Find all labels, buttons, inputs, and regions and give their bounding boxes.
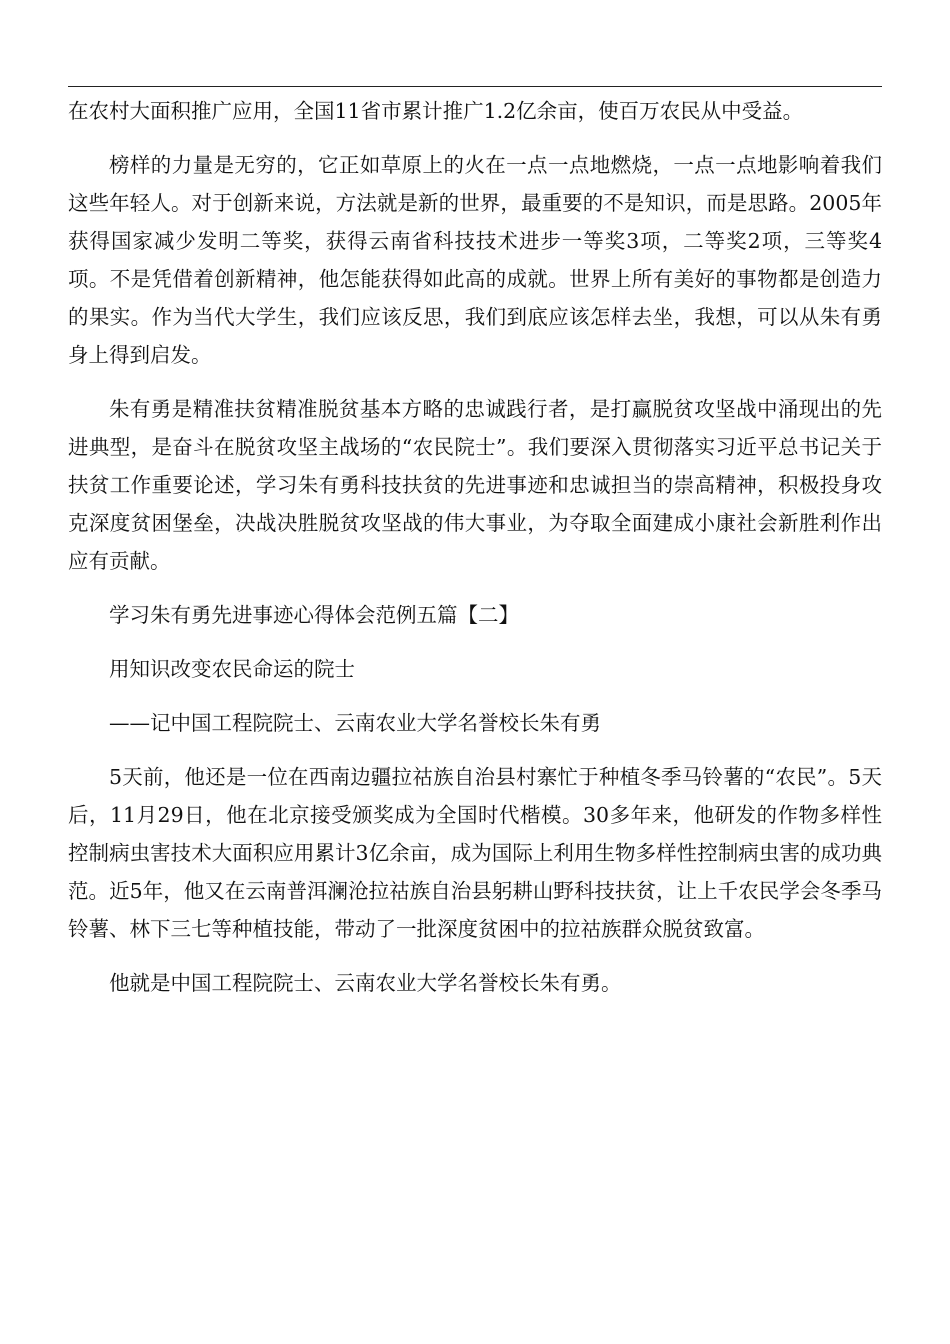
paragraph-role-model: 榜样的力量是无穷的，它正如草原上的火在一点一点地燃烧，一点一点地影响着我们这些年轻人。对于创新来说，方法就是新的世界，最重要的不是知识，而是思路。2005年获得国家减少发明二等奖，获得云南省科技技术进步一等奖3项，二等奖2项，三等奖4项。不是凭借着创新精神，他怎能获得如此高的成就。世界上所有美好的事物都是创造力的果实。作为当代大学生，我们应该反思，我们到底应该怎样去坐，我想，可以从朱有勇身上得到启发。: [68, 153, 882, 367]
header-rule: [68, 86, 882, 87]
document-body: [68, 92, 882, 1018]
paragraph-continuation: 在农村大面积推广应用，全国11省市累计推广1.2亿余亩，使百万农民从中受益。: [68, 99, 804, 123]
article-subtitle: ——记中国工程院院士、云南农业大学名誉校长朱有勇: [109, 711, 601, 735]
paragraph-five-days: 5天前，他还是一位在西南边疆拉祜族自治县村寨忙于种植冬季马铃薯的“农民”。5天后，11月29日，他在北京接受颁奖成为全国时代楷模。30多年来，他研发的作物多样性控制病虫害技术大面积应用累计3亿余亩，成为国际上利用生物多样性控制病虫害的成功典范。近5年，他又在云南普洱澜沧拉祜族自治县躬耕山野科技扶贫，让上千农民学会冬季马铃薯、林下三七等种植技能，带动了一批深度贫困中的拉祜族群众脱贫致富。: [68, 765, 882, 941]
article-title: 用知识改变农民命运的院士: [109, 657, 355, 681]
paragraph-identity: 他就是中国工程院院士、云南农业大学名誉校长朱有勇。: [109, 971, 622, 995]
section-heading: 学习朱有勇先进事迹心得体会范例五篇【二】: [109, 603, 519, 627]
paragraph-poverty-alleviation: 朱有勇是精准扶贫精准脱贫基本方略的忠诚践行者，是打赢脱贫攻坚战中涌现出的先进典型，是奋斗在脱贫攻坚主战场的“农民院士”。我们要深入贯彻落实习近平总书记关于扶贫工作重要论述，学习朱有勇科技扶贫的先进事迹和忠诚担当的崇高精神，积极投身攻克深度贫困堡垒，决战决胜脱贫攻坚战的伟大事业，为夺取全面建成小康社会新胜利作出应有贡献。: [68, 397, 882, 573]
